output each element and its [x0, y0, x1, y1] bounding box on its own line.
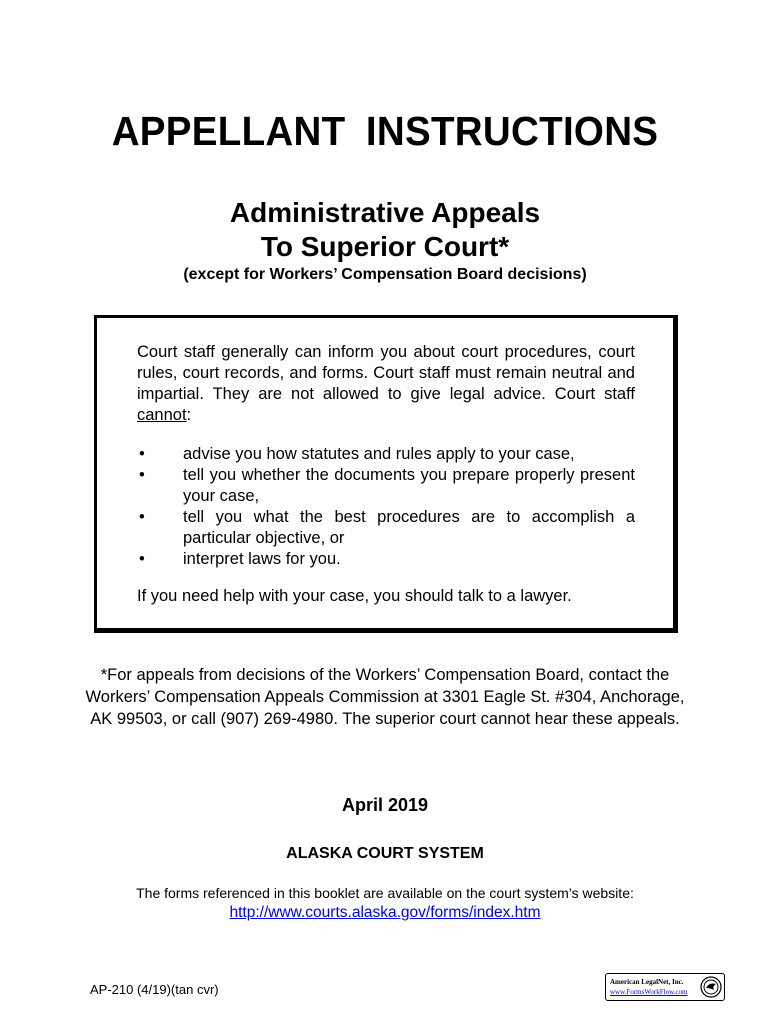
notice-cannot-colon: :: [186, 406, 192, 424]
notice-intro: [137, 342, 635, 426]
page-title: APPELLANT INSTRUCTIONS: [111, 108, 659, 154]
list-item: [137, 549, 635, 570]
subtitle-line-1: Administrative Appeals: [229, 197, 541, 228]
bullet-icon: •: [139, 466, 145, 484]
list-item: [137, 507, 635, 549]
publication-date: April 2019: [341, 795, 429, 815]
exception-note: (except for Workers’ Compensation Board decisions): [183, 266, 587, 283]
publisher-name: American LegalNet, Inc.: [610, 978, 684, 986]
forms-availability-note: The forms referenced in this booklet are available on the court system’s website:: [136, 885, 634, 901]
bullet-icon: •: [139, 508, 145, 526]
publisher-logo-icon: [700, 976, 722, 998]
organization-name: ALASKA COURT SYSTEM: [286, 845, 484, 862]
list-item: [137, 465, 635, 507]
form-code: AP-210 (4/19)(tan cvr): [90, 982, 219, 997]
notice-cannot-word: cannot: [137, 406, 187, 424]
workers-comp-note: *For appeals from decisions of the Workers’ Compensation Board, contact the Workers’ Compensation Appeals Commission at 3301 Eagle St. #304, Anchorage, AK 99503, or call (907) 269-4980. The superior court cannot hear these appeals.: [85, 666, 685, 728]
staff-cannot-list: [137, 444, 635, 570]
list-item-text: interpret laws for you.: [183, 550, 341, 568]
publisher-badge[interactable]: [605, 973, 725, 1001]
list-item: [137, 444, 635, 465]
notice-content: [137, 342, 635, 607]
lawyer-advice: If you need help with your case, you should talk to a lawyer.: [137, 587, 572, 605]
bullet-icon: •: [139, 550, 145, 568]
list-item-text: tell you whether the documents you prepare properly present your case,: [183, 466, 635, 505]
court-staff-notice-box: [94, 315, 678, 633]
list-item-text: advise you how statutes and rules apply to your case,: [183, 445, 575, 463]
forms-website-link[interactable]: http://www.courts.alaska.gov/forms/index.htm: [229, 904, 541, 921]
notice-cannot-lead: Court staff: [554, 385, 635, 403]
publisher-url[interactable]: www.FormsWorkFlow.com: [610, 988, 688, 996]
bullet-icon: •: [139, 445, 145, 463]
notice-intro-text: Court staff generally can inform you about court procedures, court rules, court records, and forms. Court staff must remain neutral and impartial. They are not allowed to give legal advice.: [137, 343, 635, 403]
subtitle-line-2: To Superior Court*: [260, 231, 510, 262]
list-item-text: tell you what the best procedures are to accomplish a particular objective, or: [183, 508, 635, 547]
